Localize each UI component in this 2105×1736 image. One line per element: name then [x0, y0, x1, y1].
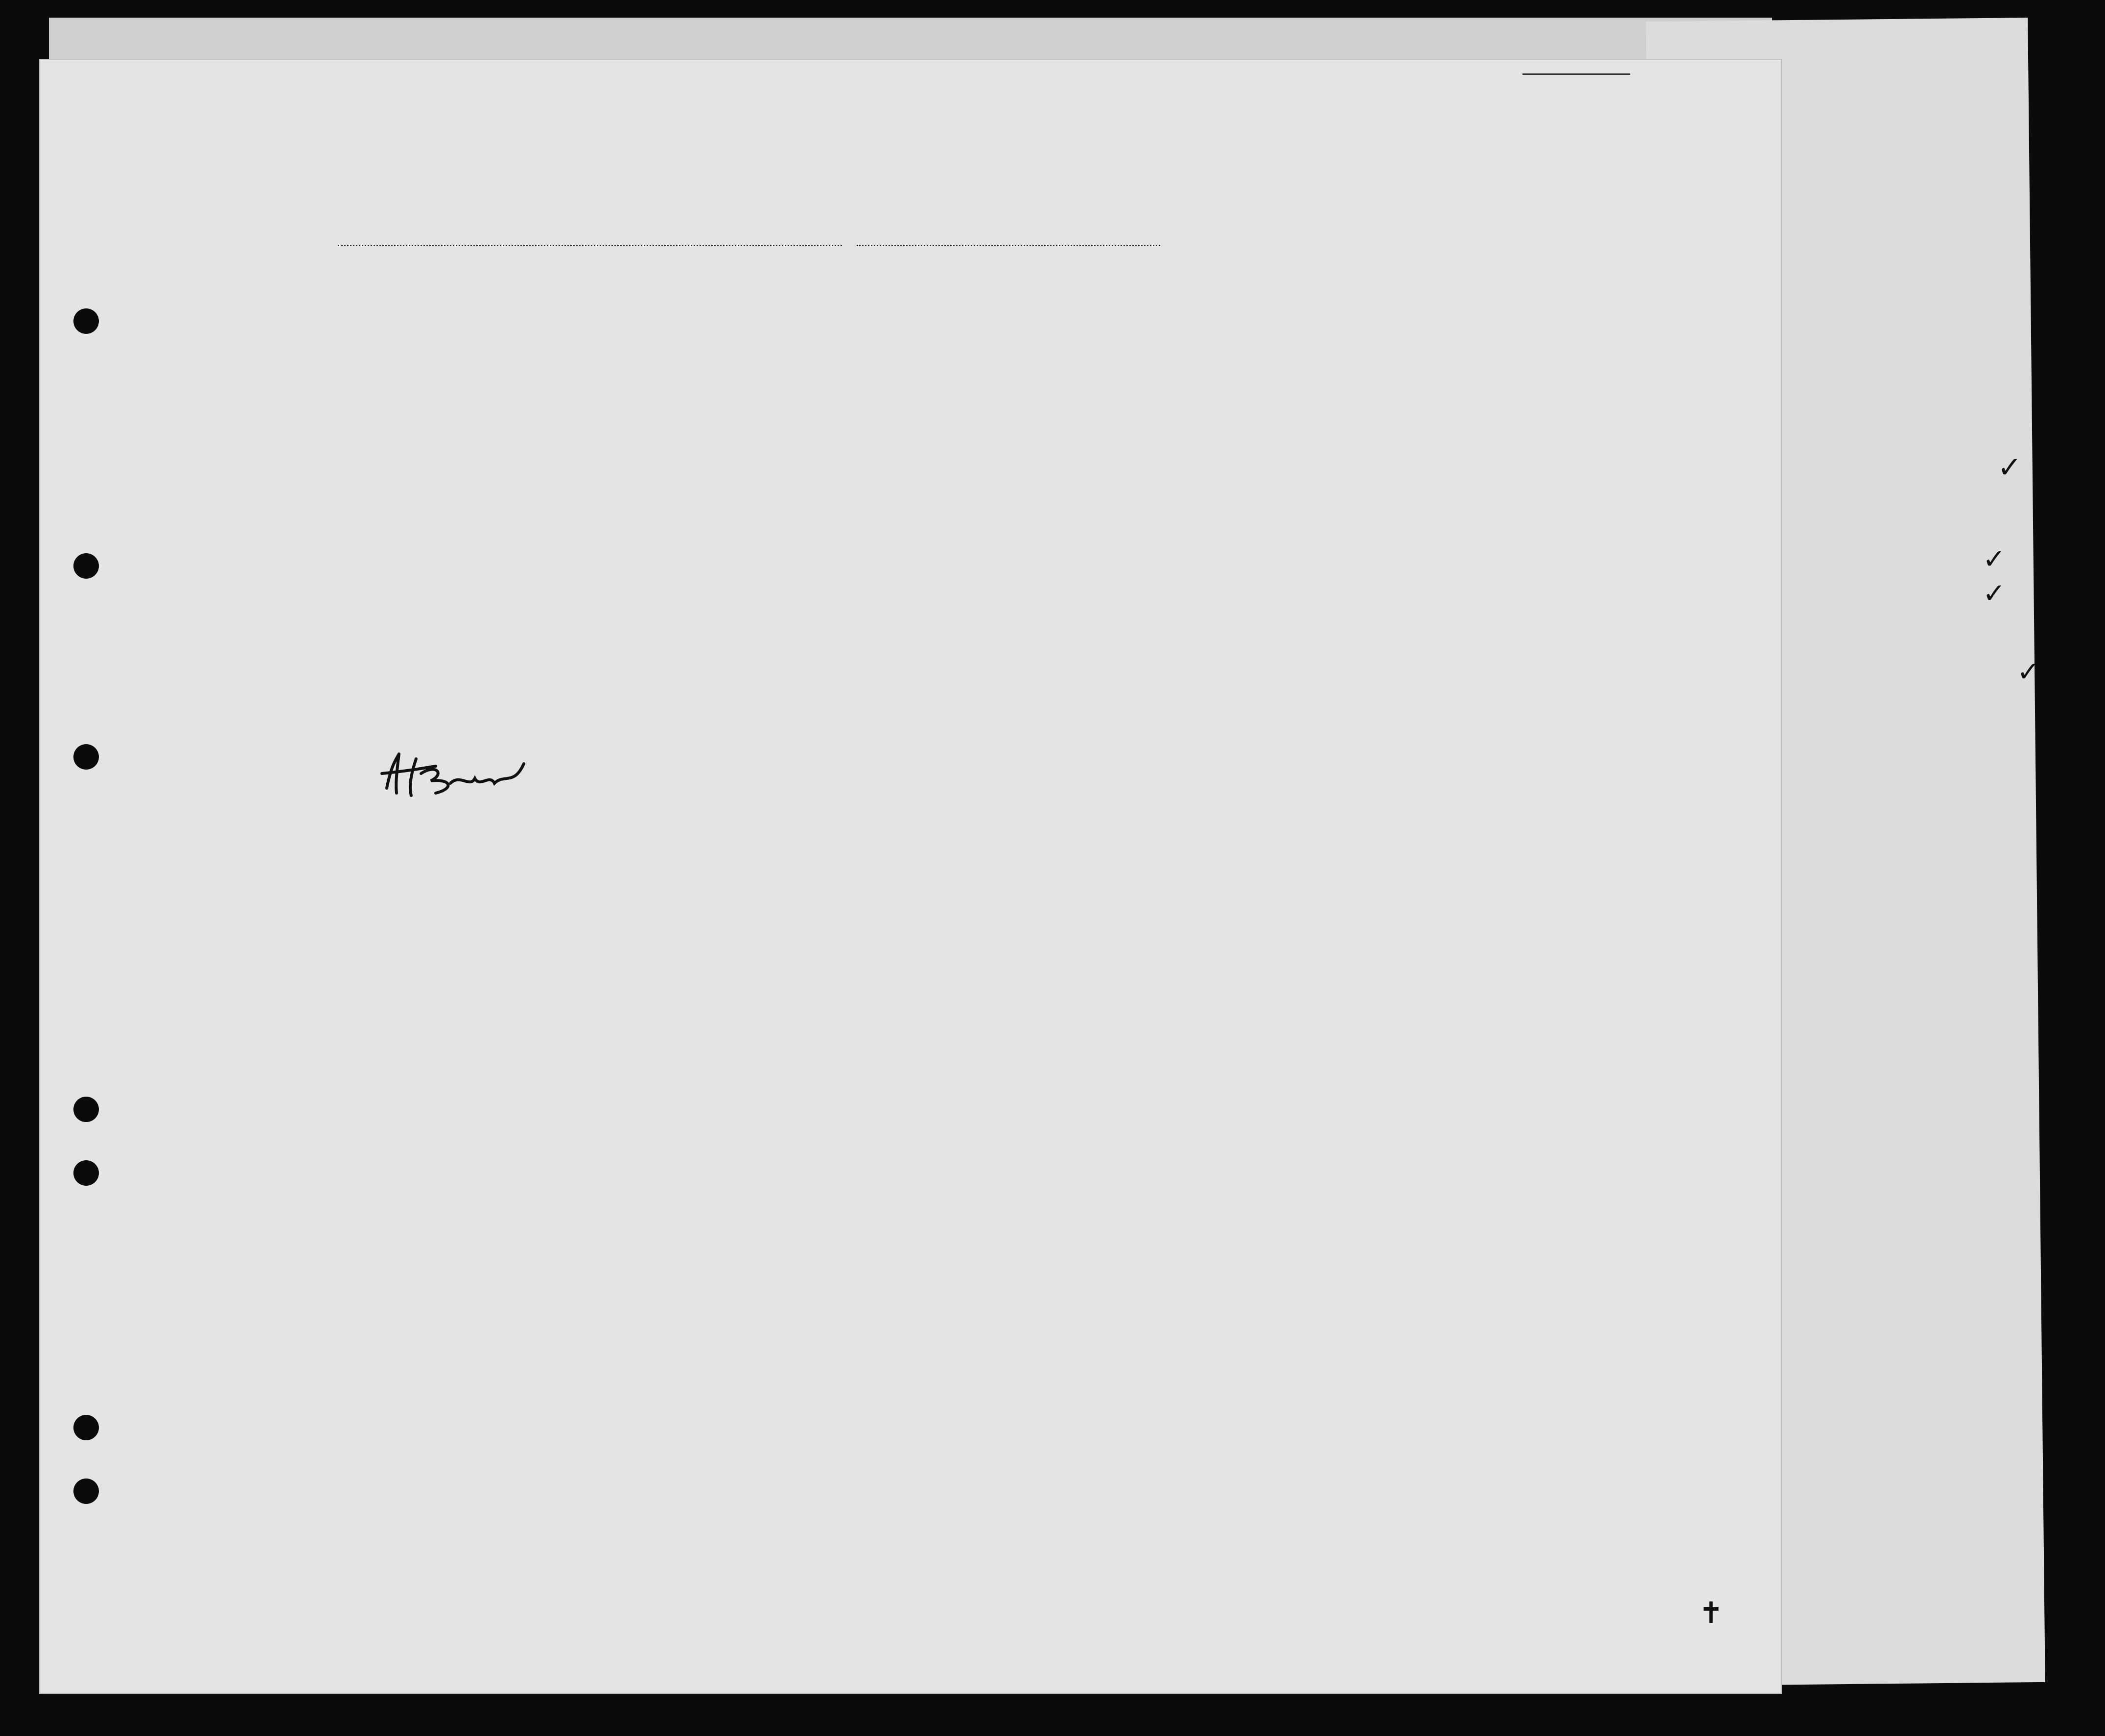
check-mark-icon: ✓: [1983, 578, 2006, 610]
dagger-mark-icon: ✝: [1699, 1596, 1724, 1630]
check-mark-icon: ✓: [2017, 656, 2040, 688]
signature: [377, 744, 538, 805]
check-mark-icon: ✓: [1983, 543, 2006, 575]
check-mark-icon: ✓: [1997, 450, 2022, 485]
